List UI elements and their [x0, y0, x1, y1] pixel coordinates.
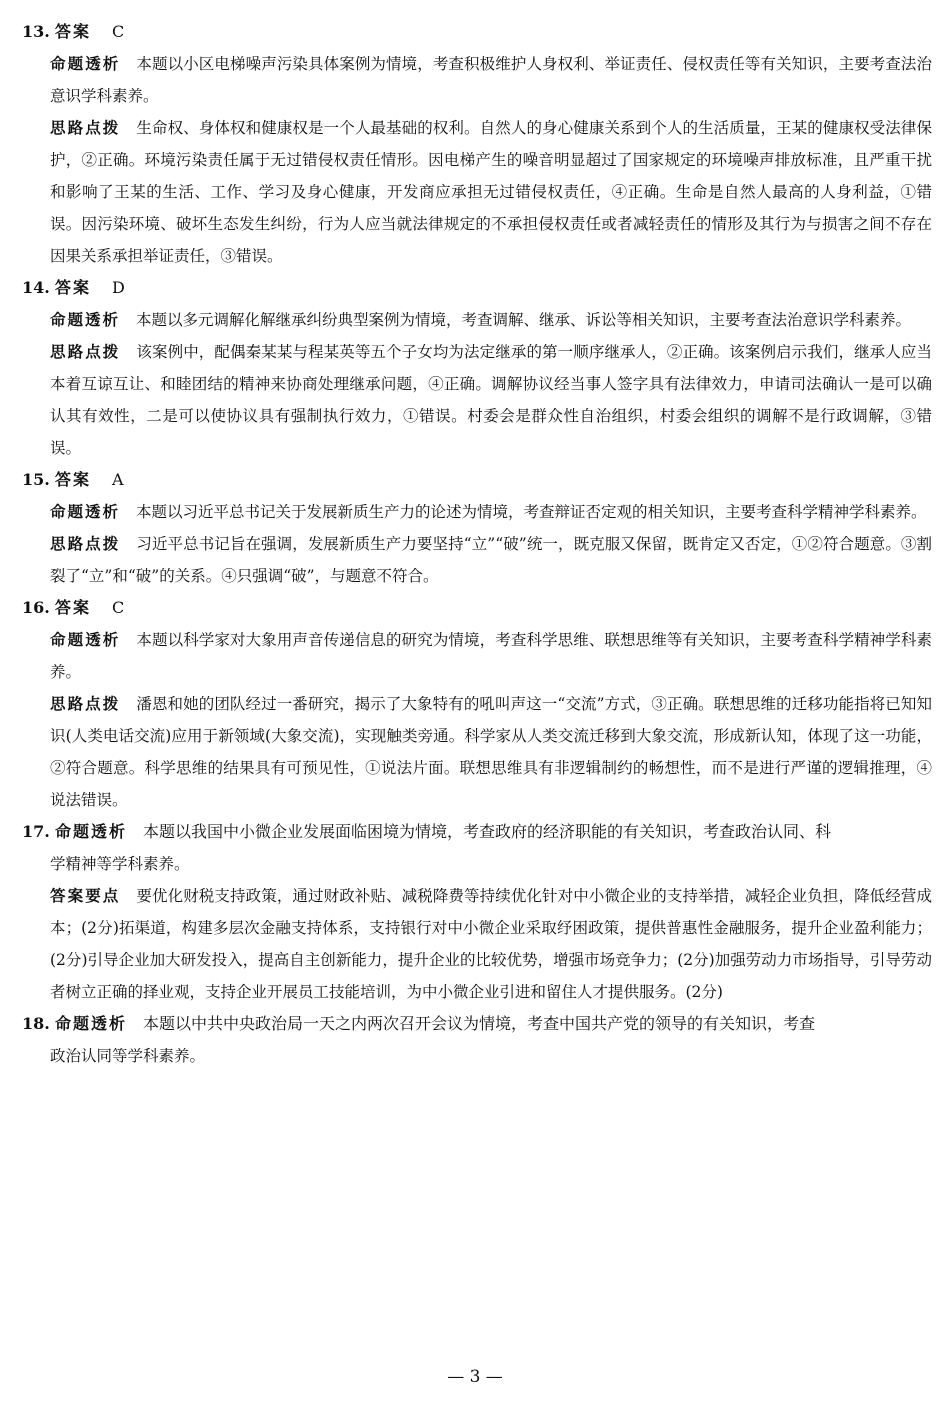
section-tag: 命题透析: [50, 502, 121, 521]
section-text: 该案例中，配偶秦某某与程某英等五个子女均为法定继承的第一顺序继承人，②正确。该案例启示我们，继承人应当本着互谅互让、和睦团结的精神来协商处理继承问题，④正确。调解协议经当事人签字具有法律效力，申请司法确认一是可以确认其有效性，二是可以使协议具有强制执行效力，①错误。村委会是群众性自治组织，村委会组织的调解不是行政调解，③错误。: [50, 343, 932, 457]
hint-paragraph: [50, 688, 932, 816]
hint-paragraph: [50, 112, 932, 272]
section-tag: 命题透析: [50, 54, 121, 73]
section-tag: 命题透析: [50, 630, 121, 649]
hint-paragraph: [50, 336, 932, 464]
analysis-paragraph: [50, 304, 932, 336]
question-13-header: [22, 16, 932, 48]
question-number: 16.: [22, 598, 50, 617]
answer-value: C: [112, 598, 125, 617]
section-tag: 命题透析: [54, 822, 127, 841]
section-tag: 答案要点: [50, 886, 121, 905]
question-number: 13.: [22, 22, 50, 41]
analysis-paragraph: [50, 48, 932, 112]
answer-label: 答案: [54, 278, 91, 297]
section-text: 本题以小区电梯噪声污染具体案例为情境，考查积极维护人身权利、举证责任、侵权责任等有关知识，主要考查法治意识学科素养。: [50, 55, 932, 105]
answer-points-paragraph: [50, 880, 932, 1008]
question-number: 18.: [22, 1014, 50, 1033]
answer-value: D: [112, 278, 125, 297]
page-number: — 3 —: [447, 1367, 503, 1387]
section-text: 本题以科学家对大象用声音传递信息的研究为情境，考查科学思维、联想思维等有关知识，主要考查科学精神学科素养。: [50, 631, 932, 681]
question-17-header: [22, 816, 932, 848]
section-tag: 思路点拨: [50, 694, 121, 713]
section-text: 习近平总书记旨在强调，发展新质生产力要坚持“立”“破”统一，既克服又保留，既肯定又否定，①②符合题意。③割裂了“立”和“破”的关系。④只强调“破”，与题意不符合。: [50, 535, 932, 585]
analysis-continuation: 政治认同等学科素养。: [50, 1047, 206, 1065]
section-text: 生命权、身体权和健康权是一个人最基础的权利。自然人的身心健康关系到个人的生活质量，王某的健康权受法律保护，②正确。环境污染责任属于无过错侵权责任情形。因电梯产生的噪音明显超过了国家规定的环境噪声排放标准，且严重干扰和影响了王某的生活、工作、学习及身心健康，开发商应承担无过错侵权责任，④正确。生命是自然人最高的人身利益，①错误。因污染环境、破坏生态发生纠纷，行为人应当就法律规定的不承担侵权责任或者减轻责任的情形及其行为与损害之间不存在因果关系承担举证责任，③错误。: [50, 119, 932, 265]
analysis-continuation: 学精神等学科素养。: [50, 855, 190, 873]
question-number: 15.: [22, 470, 50, 489]
answer-value: C: [112, 22, 125, 41]
question-18-header: [22, 1008, 932, 1040]
section-tag: 思路点拨: [50, 342, 121, 361]
section-tag: 命题透析: [54, 1014, 127, 1033]
section-tag: 思路点拨: [50, 534, 121, 553]
section-text: 本题以多元调解化解继承纠纷典型案例为情境，考查调解、继承、诉讼等相关知识，主要考查法治意识学科素养。: [136, 311, 912, 329]
answer-label: 答案: [54, 598, 91, 617]
section-text: 本题以我国中小微企业发展面临困境为情境，考查政府的经济职能的有关知识，考查政治认同、科: [142, 822, 831, 841]
answer-label: 答案: [54, 470, 91, 489]
question-15-header: [22, 464, 932, 496]
analysis-paragraph: [50, 624, 932, 688]
answer-label: 答案: [54, 22, 91, 41]
question-number: 17.: [22, 822, 50, 841]
section-text: 潘恩和她的团队经过一番研究，揭示了大象特有的吼叫声这一“交流”方式，③正确。联想思维的迁移功能指将已知知识(人类电话交流)应用于新领域(大象交流)，实现触类旁通。科学家从人类交流迁移到大象交流，形成新认知，体现了这一功能，②符合题意。科学思维的结果具有可预见性，①说法片面。联想思维具有非逻辑制约的畅想性，而不是进行严谨的逻辑推理，④说法错误。: [50, 695, 932, 809]
answer-value: A: [112, 470, 124, 489]
section-text: 本题以中共中央政治局一天之内两次召开会议为情境，考查中国共产党的领导的有关知识，考查: [142, 1014, 815, 1033]
question-number: 14.: [22, 278, 50, 297]
section-tag: 思路点拨: [50, 118, 121, 137]
section-text: 本题以习近平总书记关于发展新质生产力的论述为情境，考查辩证否定观的相关知识，主要考查科学精神学科素养。: [136, 503, 927, 521]
section-tag: 命题透析: [50, 310, 121, 329]
hint-paragraph: [50, 528, 932, 592]
question-14-header: [22, 272, 932, 304]
question-16-header: [22, 592, 932, 624]
analysis-paragraph: [50, 496, 932, 528]
section-text: 要优化财税支持政策，通过财政补贴、减税降费等持续优化针对中小微企业的支持举措，减轻企业负担，降低经营成本；(2分)拓渠道，构建多层次金融支持体系，支持银行对中小微企业采取纾困政策，提供普惠性金融服务，提升企业盈利能力；(2分)引导企业加大研发投入，提高自主创新能力，提升企业的比较优势，增强市场竞争力；(2分)加强劳动力市场指导，引导劳动者树立正确的择业观，支持企业开展员工技能培训，为中小微企业引进和留住人才提供服务。(2分): [50, 887, 932, 1001]
